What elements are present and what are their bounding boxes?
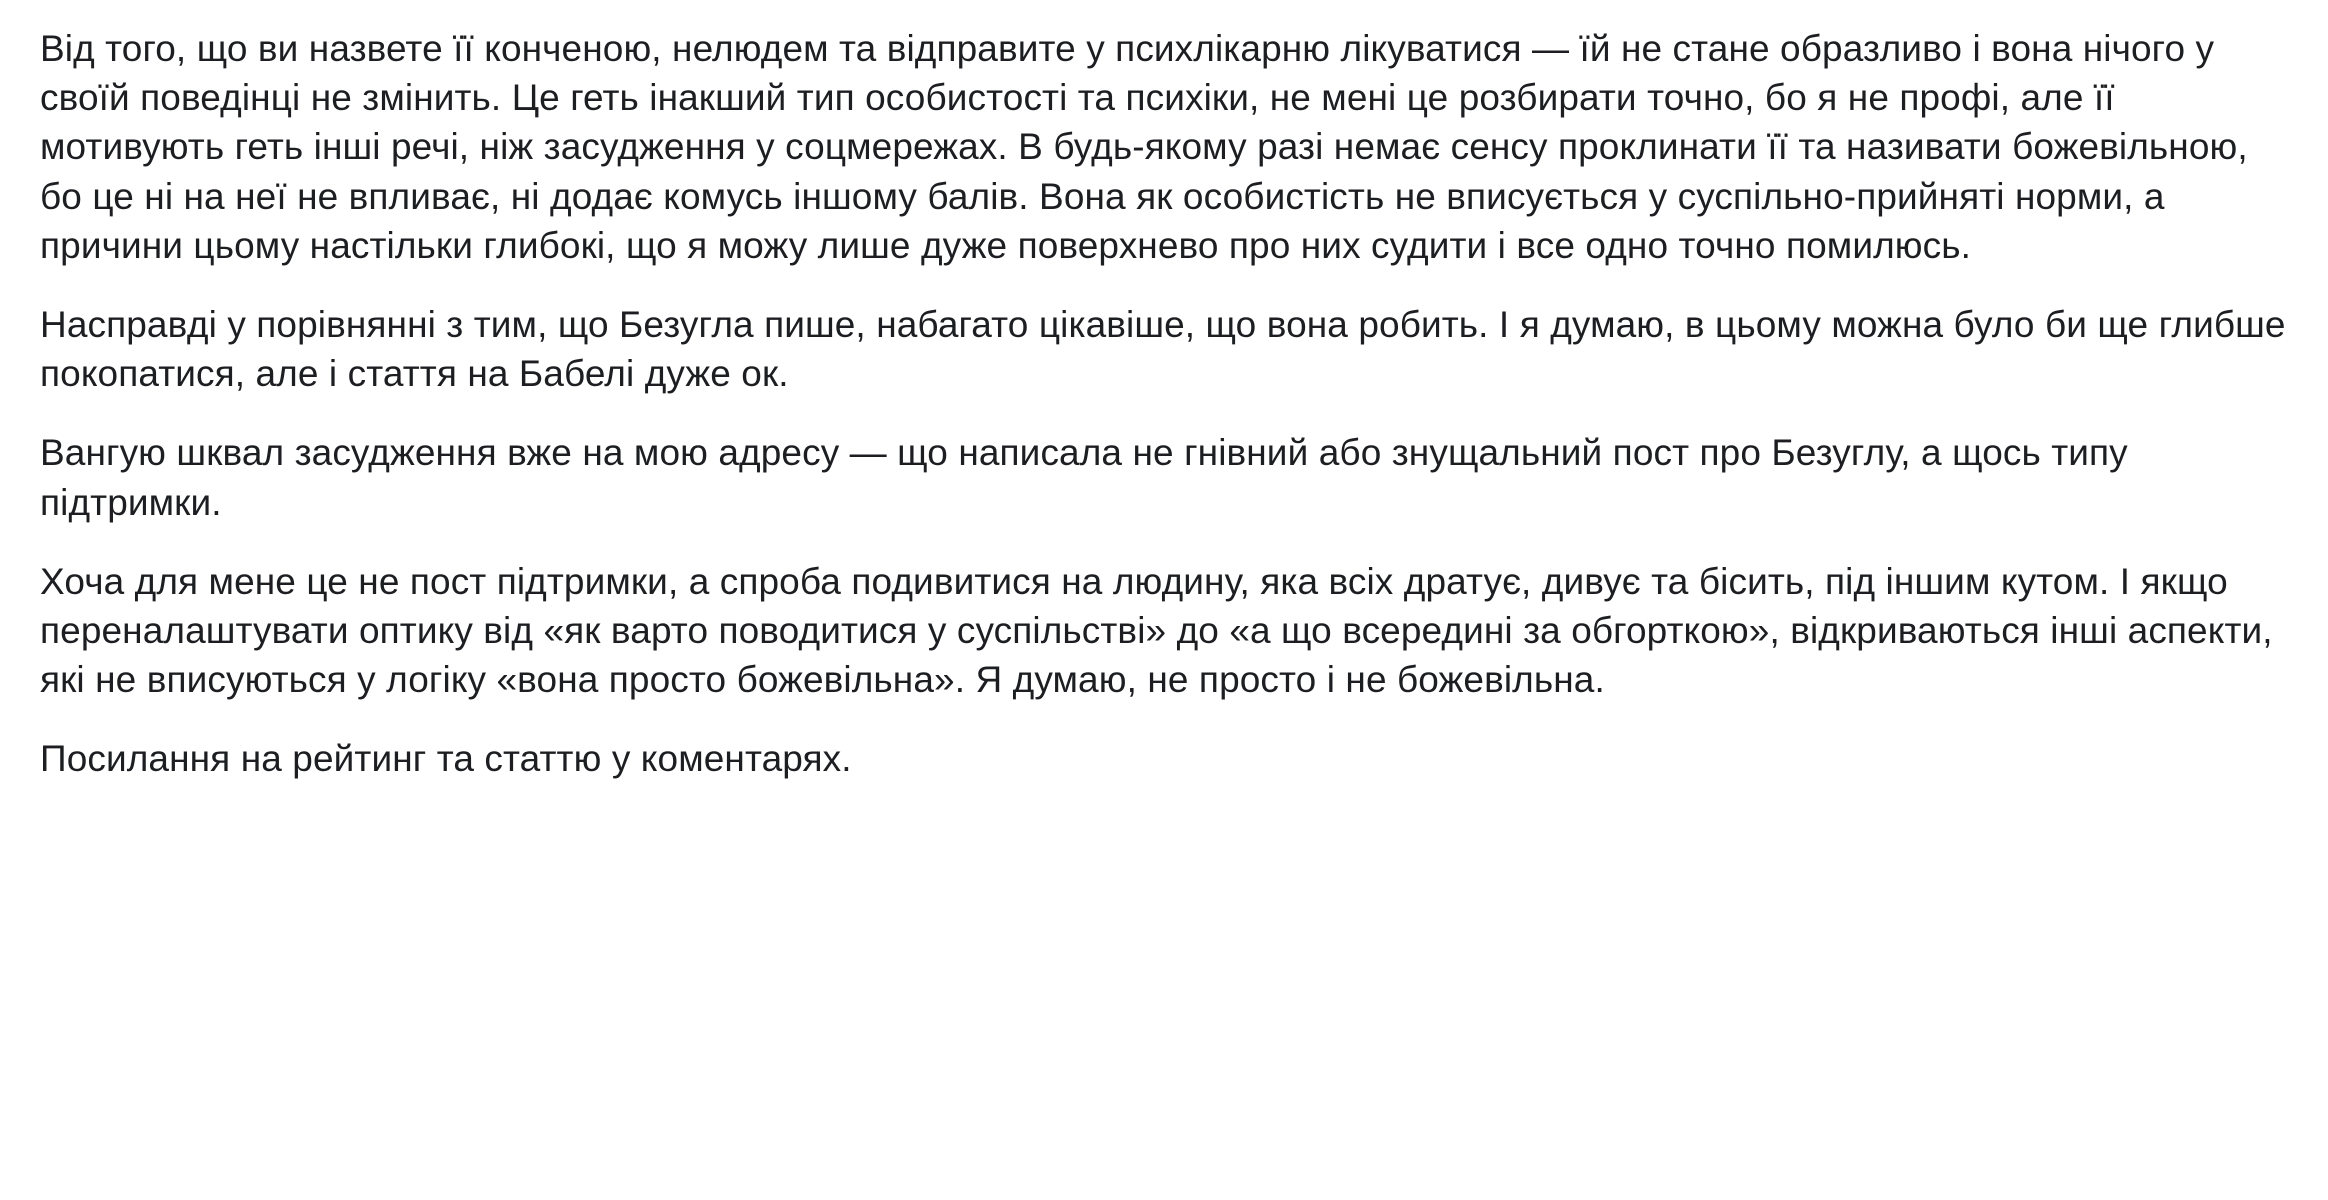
post-paragraph: Насправді у порівнянні з тим, що Безугла пише, набагато цікавіше, що вона робить. І я думаю, в цьому можна було би ще глибше покопатися, але і стаття на Бабелі дуже ок. bbox=[40, 304, 2296, 395]
post-paragraph: Вангую шквал засудження вже на мою адресу — що написала не гнівний або знущальний пост про Безуглу, а щось типу підтримки. bbox=[40, 432, 2139, 523]
post-paragraph: Від того, що ви назвете її конченою, нелюдем та відправите у психлікарню лікуватися — їй не стане образливо і вона нічого у своїй поведінці не змінить. Це геть інакший тип особистості та психіки, не мені це розбирати точно, бо я не профі, але її мотивують геть інші речі, ніж засудження у соцмережах. В будь-якому разі немає сенсу проклинати її та називати божевільною, бо це ні на неї не впливає, ні додає комусь іншому балів. Вона як особистість не вписується у суспільно-прийняті норми, а причини цьому настільки глибокі, що я можу лише дуже поверхнево про них судити і все одно точно помилюсь. bbox=[40, 28, 2259, 266]
post-paragraph: Хоча для мене це не пост підтримки, а спроба подивитися на людину, яка всіх дратує, дивує та бісить, під іншим кутом. І якщо переналаштувати оптику від «як варто поводитися у суспільстві» до «а що всередині за обгорткою», відкриваються інші аспекти, які не вписуються у логіку «вона просто божевільна». Я думаю, не просто і не божевільна. bbox=[40, 560, 2284, 701]
post-paragraph: Посилання на рейтинг та статтю у коментарях. bbox=[40, 738, 852, 780]
post-text-body bbox=[40, 24, 2296, 784]
